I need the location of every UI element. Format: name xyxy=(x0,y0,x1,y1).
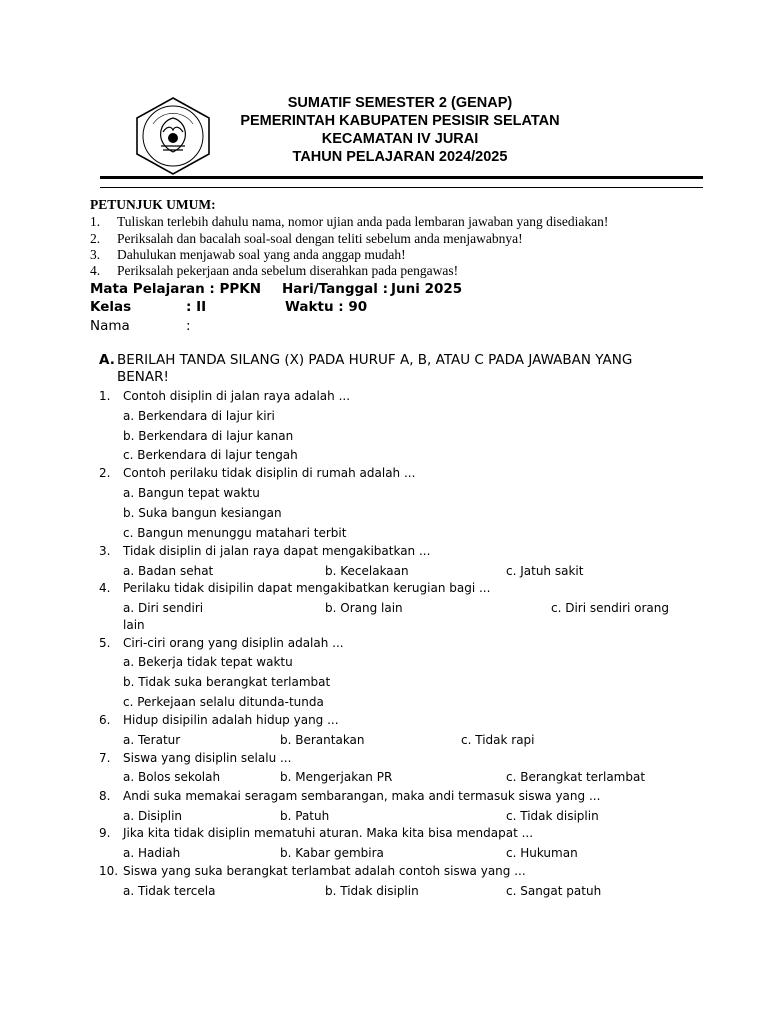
header-rule-thick xyxy=(100,176,703,179)
option-c[interactable]: c. Sangat patuh xyxy=(506,884,602,898)
question-text: Andi suka memakai seragam sembarangan, maka andi termasuk siswa yang ... xyxy=(123,789,601,803)
subject-label: Mata Pelajaran : PPKN xyxy=(90,281,262,297)
instruction-item: 3. Dahulukan menjawab soal yang anda anggap mudah! xyxy=(90,247,406,262)
option-b[interactable]: b. Berantakan xyxy=(280,733,365,747)
header-line-3: KECAMATAN IV JURAI xyxy=(321,131,479,147)
question-number: 5. xyxy=(99,636,111,650)
question-text: Jika kita tidak disiplin mematuhi aturan. Maka kita bisa mendapat ... xyxy=(123,826,534,840)
option-c[interactable]: c. Hukuman xyxy=(506,846,578,860)
question-number: 6. xyxy=(99,713,111,727)
date-value: Juni 2025 xyxy=(391,281,463,297)
question-text: Perilaku tidak disipilin dapat mengakibatkan kerugian bagi ... xyxy=(123,581,491,595)
instruction-item: 1. Tuliskan terlebih dahulu nama, nomor ujian anda pada lembaran jawaban yang disediakan! xyxy=(90,214,609,229)
option-a[interactable]: a. Teratur xyxy=(123,733,181,747)
instructions-title: PETUNJUK UMUM: xyxy=(90,197,216,212)
question-number: 2. xyxy=(99,466,111,480)
option-b[interactable]: b. Tidak suka berangkat terlambat xyxy=(123,675,331,689)
question-text: Ciri-ciri orang yang disiplin adalah ... xyxy=(123,636,344,650)
option-b[interactable]: b. Kecelakaan xyxy=(325,564,409,578)
question-number: 1. xyxy=(99,389,111,403)
option-c[interactable]: c. Tidak disiplin xyxy=(506,809,599,823)
header-line-1: SUMATIF SEMESTER 2 (GENAP) xyxy=(287,95,513,111)
header-rule-thin xyxy=(100,187,703,188)
class-label: Kelas xyxy=(90,299,132,315)
option-c[interactable]: c. Berkendara di lajur tengah xyxy=(123,448,298,462)
time-label: Waktu : 90 xyxy=(285,299,368,315)
header-line-4: TAHUN PELAJARAN 2024/2025 xyxy=(292,149,508,165)
section-letter: A. xyxy=(99,352,115,368)
option-b[interactable]: b. Tidak disiplin xyxy=(325,884,419,898)
option-c-continuation: lain xyxy=(123,618,145,632)
option-a[interactable]: a. Diri sendiri xyxy=(123,601,204,615)
option-c[interactable]: c. Jatuh sakit xyxy=(506,564,584,578)
option-a[interactable]: a. Disiplin xyxy=(123,809,183,823)
option-c[interactable]: c. Perkejaan selalu ditunda-tunda xyxy=(123,695,324,709)
class-value: : II xyxy=(186,299,207,315)
option-a[interactable]: a. Tidak tercela xyxy=(123,884,216,898)
option-b[interactable]: b. Kabar gembira xyxy=(280,846,384,860)
option-c[interactable]: c. Tidak rapi xyxy=(461,733,535,747)
question-text: Contoh perilaku tidak disiplin di rumah adalah ... xyxy=(123,466,416,480)
option-c[interactable]: c. Diri sendiri orang xyxy=(551,601,670,615)
question-number: 10. xyxy=(99,864,119,878)
question-number: 7. xyxy=(99,751,111,765)
header-line-2: PEMERINTAH KABUPATEN PESISIR SELATAN xyxy=(240,113,560,129)
name-value: : xyxy=(186,318,191,334)
question-number: 9. xyxy=(99,826,111,840)
name-label: Nama xyxy=(90,318,130,334)
option-b[interactable]: b. Berkendara di lajur kanan xyxy=(123,429,294,443)
instruction-item: 4. Periksalah pekerjaan anda sebelum diserahkan pada pengawas! xyxy=(90,263,459,278)
option-b[interactable]: b. Patuh xyxy=(280,809,330,823)
question-text: Tidak disiplin di jalan raya dapat mengakibatkan ... xyxy=(123,544,431,558)
option-b[interactable]: b. Orang lain xyxy=(325,601,403,615)
question-text: Siswa yang disiplin selalu ... xyxy=(123,751,292,765)
option-a[interactable]: a. Hadiah xyxy=(123,846,181,860)
option-b[interactable]: b. Mengerjakan PR xyxy=(280,770,393,784)
option-c[interactable]: c. Berangkat terlambat xyxy=(506,770,646,784)
question-number: 8. xyxy=(99,789,111,803)
question-number: 3. xyxy=(99,544,111,558)
question-number: 4. xyxy=(99,581,111,595)
option-a[interactable]: a. Berkendara di lajur kiri xyxy=(123,409,275,423)
question-text: Hidup disipilin adalah hidup yang ... xyxy=(123,713,339,727)
question-text: Siswa yang suka berangkat terlambat adalah contoh siswa yang ... xyxy=(123,864,526,878)
option-a[interactable]: a. Badan sehat xyxy=(123,564,214,578)
question-text: Contoh disiplin di jalan raya adalah ... xyxy=(123,389,351,403)
option-a[interactable]: a. Bangun tepat waktu xyxy=(123,486,260,500)
option-a[interactable]: a. Bekerja tidak tepat waktu xyxy=(123,655,293,669)
option-b[interactable]: b. Suka bangun kesiangan xyxy=(123,506,282,520)
date-label: Hari/Tanggal : xyxy=(282,281,388,297)
option-a[interactable]: a. Bolos sekolah xyxy=(123,770,221,784)
instruction-item: 2. Periksalah dan bacalah soal-soal dengan teliti sebelum anda menjawabnya! xyxy=(90,231,523,246)
option-c[interactable]: c. Bangun menunggu matahari terbit xyxy=(123,526,347,540)
section-a-heading: A. BERILAH TANDA SILANG (X) PADA HURUF A, B, ATAU C PADA JAWABAN YANG BENAR! xyxy=(99,352,633,385)
